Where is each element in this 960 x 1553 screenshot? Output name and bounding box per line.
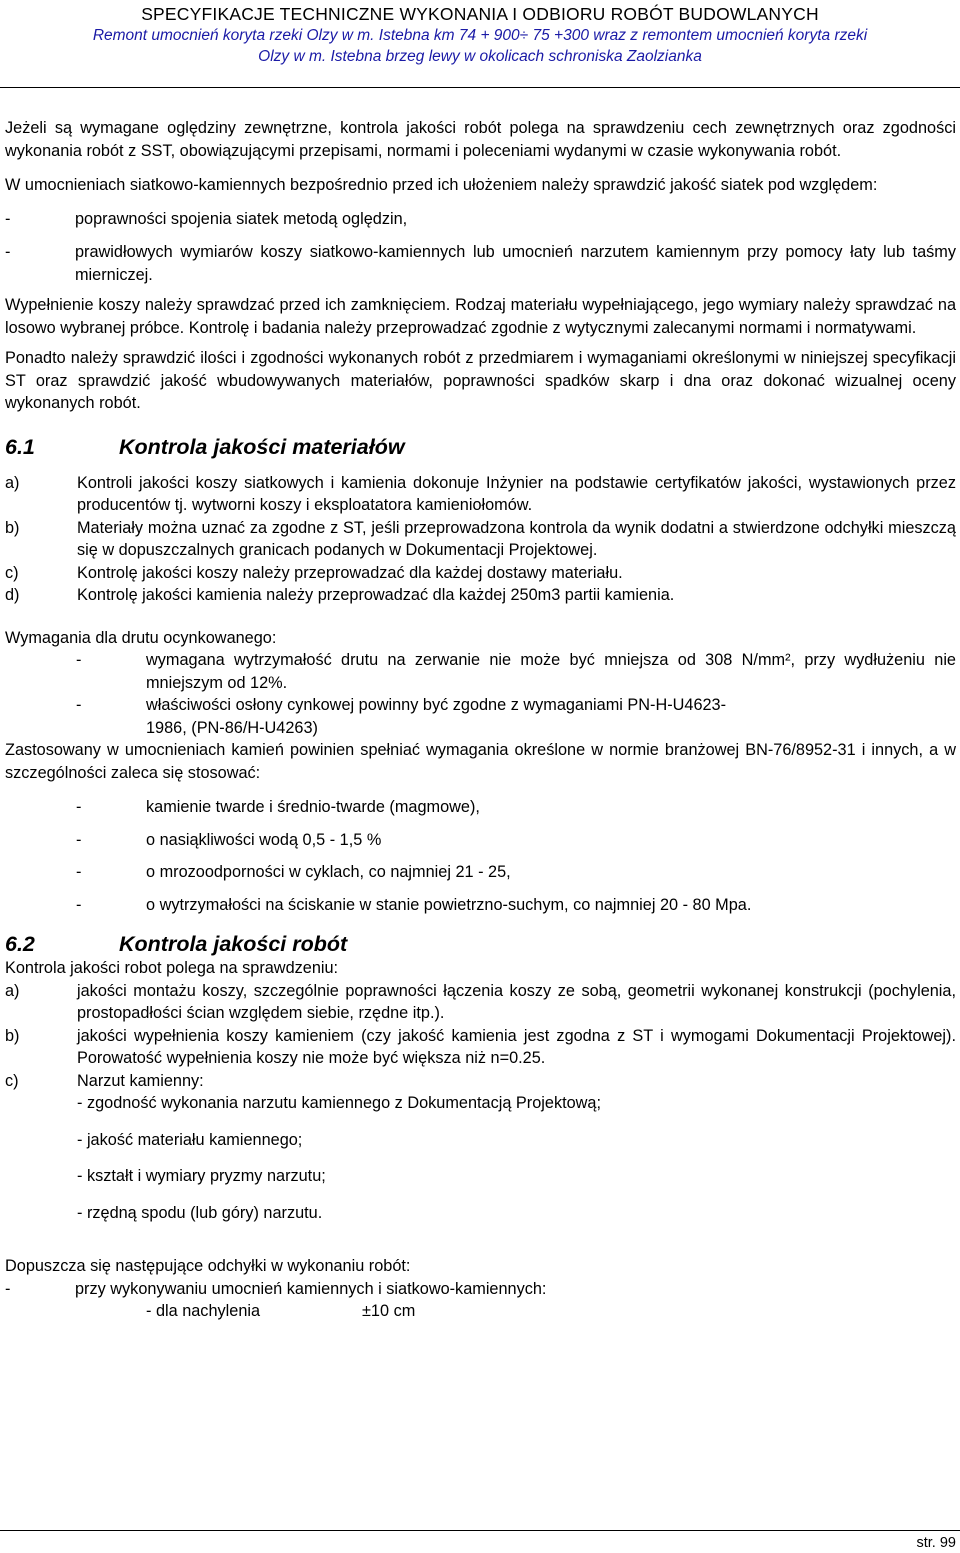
list-item-text: jakości wypełnienia koszy kamieniem (czy jakość kamienia jest zgodna z ST i wymogami Dokumentacji Projektowej). Porowatość wypełnienia koszy nie może być większa niż n=0.25. <box>77 1026 956 1067</box>
list-marker: c) <box>5 1071 19 1090</box>
header-subtitle-line2: Olzy w m. Istebna brzeg lewy w okolicach schroniska Zaolzianka <box>258 48 702 65</box>
list-item-text: prawidłowych wymiarów koszy siatkowo-kamiennych lub umocnień narzutem kamiennym przy pomocy łaty lub taśmy mierniczej. <box>75 243 956 284</box>
section-title: Kontrola jakości materiałów <box>119 434 405 459</box>
section-6-1-heading <box>5 434 956 460</box>
list-item-text: wymagana wytrzymałość drutu na zerwanie nie może być mniejsza od 308 N/mm², przy wydłużeniu nie mniejszym od 12%. <box>146 651 956 692</box>
list-item-text: Kontroli jakości koszy siatkowych i kamienia dokonuje Inżynier na podstawie certyfikatów jakości, wystawionych przez producentów tj. wytworni koszy i eksploatatora kamieniołomów. <box>77 473 956 514</box>
stone-revetment-checklist <box>5 1092 956 1224</box>
section-number: 6.1 <box>5 434 35 459</box>
stone-list-item <box>5 796 956 819</box>
list-item-text: Kontrolę jakości kamienia należy przeprowadzać dla każdej 250m3 partii kamienia. <box>77 586 675 604</box>
intro-paragraph-3: Wypełnienie koszy należy sprawdzać przed ich zamknięciem. Rodzaj materiału wypełniającego, jego wymiary należy sprawdzać na losowo wybranej próbce. Kontrolę i badania należy przeprowadzać zgodnie z wytycznymi zalecanymi normami i normatywami. <box>5 296 956 337</box>
list-item-text: poprawności spojenia siatek metodą oględzin, <box>75 209 408 228</box>
intro-paragraph-1: Jeżeli są wymagane oględziny zewnętrzne, kontrola jakości robót polega na sprawdzeniu cech zewnętrznych oraz zgodności wykonania robót z SST, obowiązującymi przepisami, normami i poleceniami wydanymi w czasie wykonywania robót. <box>5 119 956 160</box>
wire-list-item <box>5 694 956 739</box>
header-title: SPECYFIKACJE TECHNICZNE WYKONANIA I ODBIORU ROBÓT BUDOWLANYCH <box>141 4 819 24</box>
list-item-text: Narzut kamienny: <box>77 1071 204 1090</box>
list-item-text-line2: 1986, (PN-86/H-U4263) <box>146 718 318 737</box>
section-number: 6.2 <box>5 932 35 956</box>
intro-paragraph-2: W umocnieniach siatkowo-kamiennych bezpośrednio przed ich ułożeniem należy sprawdzić jakość siatek pod względem: <box>5 176 878 194</box>
list-item-text: o wytrzymałości na ściskanie w stanie powietrzno-suchym, co najmniej 20 - 80 Mpa. <box>146 895 752 914</box>
footer-divider <box>0 1530 960 1531</box>
page-header <box>0 0 960 67</box>
stone-list-item <box>5 829 956 852</box>
page-number: str. 99 <box>916 1535 956 1551</box>
list-marker: - <box>76 651 82 669</box>
section-title: Kontrola jakości robót <box>119 932 348 956</box>
stone-requirements-paragraph: Zastosowany w umocnieniach kamień powinien spełniać wymagania określone w normie branżowej BN-76/8952-31 i innych, a w szczególności zaleca się stosować: <box>5 741 956 782</box>
section-6-1-list <box>5 472 956 607</box>
list-marker: - <box>5 209 11 228</box>
list-item <box>5 517 956 562</box>
list-marker: - <box>76 863 82 881</box>
list-item-text: o mrozoodporności w cyklach, co najmniej 21 - 25, <box>146 863 511 881</box>
list-marker: - <box>76 830 82 849</box>
list-item-text: Kontrolę jakości koszy należy przeprowadzać dla każdej dostawy materiału. <box>77 563 623 582</box>
list-item <box>5 980 956 1025</box>
list-item-text: kamienie twarde i średnio-twarde (magmowe), <box>146 798 480 816</box>
checklist-item: - zgodność wykonania narzutu kamiennego z Dokumentacją Projektową; <box>77 1094 601 1112</box>
checklist-item: - rzędną spodu (lub góry) narzutu. <box>77 1203 323 1222</box>
header-divider <box>0 87 960 88</box>
list-marker: - <box>76 696 82 714</box>
section-6-2-intro: Kontrola jakości robot polega na sprawdzeniu: <box>5 959 339 977</box>
list-marker: - <box>76 798 82 816</box>
slope-tolerance-label: - dla nachylenia <box>146 1302 261 1320</box>
list-item <box>5 584 956 607</box>
stone-list-item <box>5 894 956 917</box>
list-marker: a) <box>5 981 20 1000</box>
intro-list-item <box>5 241 956 286</box>
checklist-item: - kształt i wymiary pryzmy narzutu; <box>77 1167 326 1185</box>
list-marker: b) <box>5 518 20 537</box>
list-marker: - <box>5 1279 11 1298</box>
wire-list-item <box>5 649 956 694</box>
list-marker: d) <box>5 586 20 604</box>
header-subtitle-line1: Remont umocnień koryta rzeki Olzy w m. Istebna km 74 + 900÷ 75 +300 wraz z remontem umocnień koryta rzeki <box>92 27 868 44</box>
deviation-list-item <box>5 1278 956 1301</box>
list-marker: - <box>5 243 11 261</box>
list-marker: c) <box>5 563 19 582</box>
list-marker: b) <box>5 1026 20 1045</box>
list-item-text: o nasiąkliwości wodą 0,5 - 1,5 % <box>146 830 382 849</box>
list-item-text-line1: właściwości osłony cynkowej powinny być zgodne z wymaganiami PN-H-U4623- <box>146 696 727 714</box>
list-item <box>5 562 956 585</box>
intro-list-item <box>5 208 956 231</box>
list-marker: - <box>76 895 82 914</box>
wire-requirements-heading: Wymagania dla drutu ocynkowanego: <box>5 628 277 647</box>
slope-tolerance-value: ±10 cm <box>362 1302 416 1320</box>
slope-tolerance-row <box>5 1300 956 1323</box>
list-item <box>5 1025 956 1070</box>
list-item-text: Materiały można uznać za zgodne z ST, jeśli przeprowadzona kontrola da wynik dodatni a stwierdzone odchyłki mieszczą się w dopuszczalnych granicach podanych w Dokumentacji Projektowej. <box>77 518 956 559</box>
list-item-text: przy wykonywaniu umocnień kamiennych i siatkowo-kamiennych: <box>75 1279 547 1298</box>
list-item <box>5 1070 956 1093</box>
checklist-item: - jakość materiału kamiennego; <box>77 1130 303 1149</box>
deviations-heading: Dopuszcza się następujące odchyłki w wykonaniu robót: <box>5 1257 411 1275</box>
stone-list-item <box>5 861 956 884</box>
list-marker: a) <box>5 473 20 492</box>
page-content <box>5 117 956 1323</box>
intro-paragraph-4: Ponadto należy sprawdzić ilości i zgodności wykonanych robót z przedmiarem i wymaganiami określonymi w niniejszej specyfikacji ST oraz sprawdzić jakość wbudowywanych materiałów, poprawności spadków skarp i dna oraz dokonać wizualnej oceny wykonanych robót. <box>5 349 956 412</box>
list-item-text: jakości montażu koszy, szczególnie poprawności łączenia koszy ze sobą, geometrii wykonanej konstrukcji (pochylenia, prostopadłości ścian względem siebie, rzędne itp.). <box>77 981 956 1022</box>
section-6-2-heading <box>5 931 956 957</box>
list-item <box>5 472 956 517</box>
